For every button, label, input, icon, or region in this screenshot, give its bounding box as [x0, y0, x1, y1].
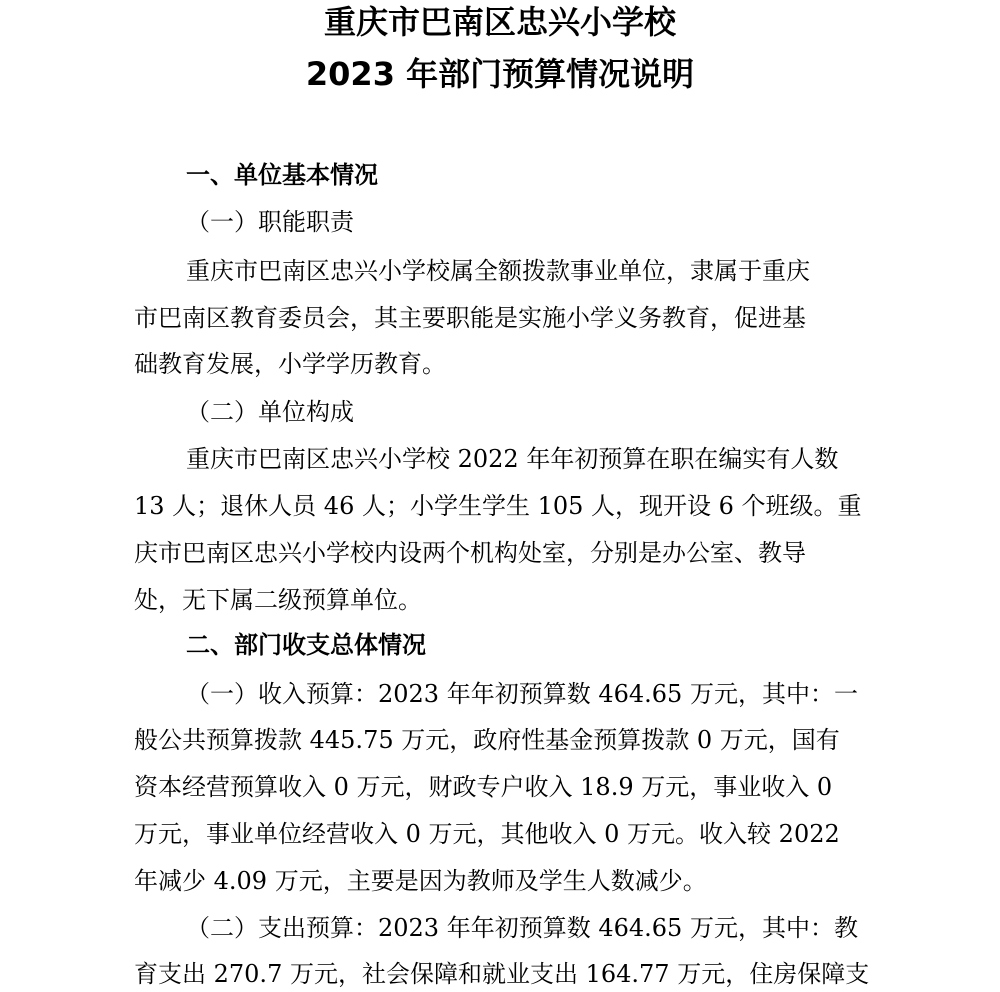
paragraph-line: 庆市巴南区忠兴小学校内设两个机构处室，分别是办公室、教导 — [134, 539, 806, 567]
paragraph-line: 13 人；退休人员 46 人；小学生学生 105 人，现开设 6 个班级。重 — [134, 492, 862, 520]
paragraph-line: 重庆市巴南区忠兴小学校 2022 年年初预算在职在编实有人数 — [186, 445, 839, 473]
paragraph-line: 重庆市巴南区忠兴小学校属全额拨款事业单位，隶属于重庆 — [186, 257, 810, 285]
section-heading-budget-overview: 二、部门收支总体情况 — [186, 631, 426, 659]
document-title-line-2: 2023 年部门预算情况说明 — [305, 55, 695, 93]
paragraph-line: 般公共预算拨款 445.75 万元，政府性基金预算拨款 0 万元，国有 — [134, 726, 840, 754]
paragraph-line: （一）收入预算：2023 年年初预算数 464.65 万元，其中：一 — [186, 680, 858, 708]
document-title-line-1: 重庆市巴南区忠兴小学校 — [323, 3, 676, 41]
paragraph-line: 处，无下属二级预算单位。 — [134, 586, 422, 614]
subheading-composition: （二）单位构成 — [186, 398, 354, 426]
paragraph-line: 市巴南区教育委员会，其主要职能是实施小学义务教育，促进基 — [134, 304, 806, 332]
subheading-functions: （一）职能职责 — [186, 208, 354, 236]
section-heading-basic-info: 一、单位基本情况 — [186, 161, 378, 189]
paragraph-line: 育支出 270.7 万元，社会保障和就业支出 164.77 万元，住房保障支 — [134, 960, 870, 988]
paragraph-line: 年减少 4.09 万元，主要是因为教师及学生人数减少。 — [134, 867, 707, 895]
paragraph-line: 础教育发展，小学学历教育。 — [134, 350, 446, 378]
paragraph-line: 资本经营预算收入 0 万元，财政专户收入 18.9 万元，事业收入 0 — [134, 773, 833, 801]
paragraph-line: （二）支出预算：2023 年年初预算数 464.65 万元，其中：教 — [186, 914, 858, 942]
paragraph-line: 万元，事业单位经营收入 0 万元，其他收入 0 万元。收入较 2022 — [134, 820, 840, 848]
